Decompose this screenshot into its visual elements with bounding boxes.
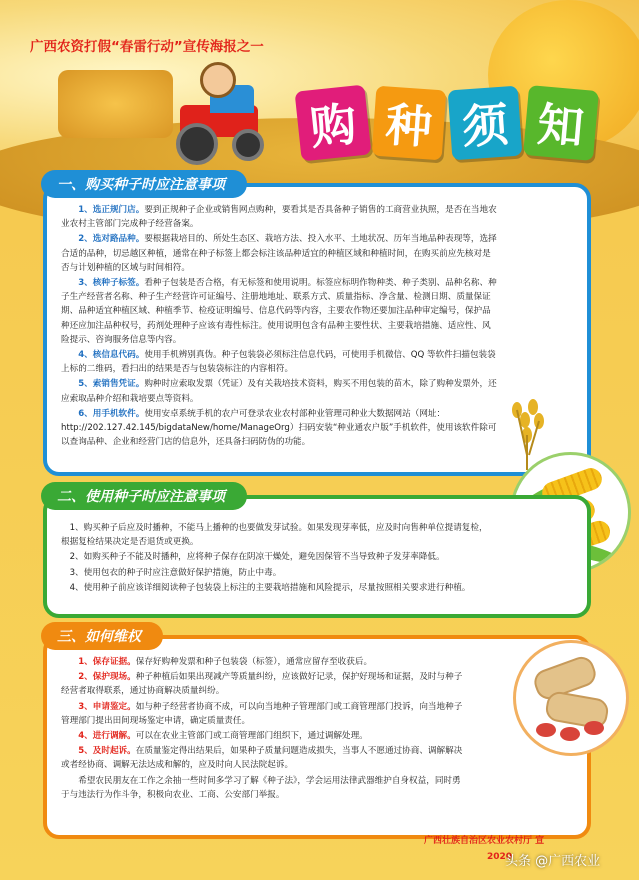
- section-body: [61, 521, 492, 596]
- list-item: 2、如购买种子不能及时播种，应将种子保存在阴凉干燥处，避免因保管不当导致种子发芽率降低。: [69, 552, 445, 563]
- section-body: [61, 203, 497, 450]
- hay-wagon-illustration: [58, 70, 173, 138]
- section-title: 二、使用种子时应注意事项: [41, 482, 247, 510]
- section-title: 一、购买种子时应注意事项: [41, 170, 247, 198]
- farmer-illustration: [200, 62, 236, 98]
- section-body: [61, 655, 467, 803]
- section-rights-protection: [43, 629, 591, 839]
- watermark: 头条 @广西农业: [505, 854, 601, 869]
- list-item: 5、索销售凭证。购种时应索取发票（凭证）及有关栽培技术资料，购买不用包装的苗木，除了购种发票外，还应索取品种介绍和栽培要点等资料。: [61, 379, 497, 404]
- list-item: 4、使用种子前应该详细阅读种子包装袋上标注的主要栽培措施和风险提示，尽量按照相关要求进行种植。: [69, 582, 471, 593]
- list-item: 2、选对路品种。要根据栽培目的、所处生态区、栽培方法、投入水平、土地状况、历年当地品种表现等，选择合适的品种，切忌越区种植，通常在种子标签上都会标注该品种适宜的种植区域和种植时间，在购买前应先核对是否与计划种植的区域与时间相符。: [61, 234, 497, 273]
- list-item: 1、保存证据。保存好购种发票和种子包装袋（标签），通常应留存至收获后。: [78, 657, 373, 667]
- peanut-illustration: [513, 640, 629, 756]
- issue-year: 2020: [487, 852, 513, 862]
- list-item: 3、核种子标签。看种子包装是否合格，有无标签和使用说明。标签应标明作物种类、种子类别、品种名称、种子生产经营者名称、种子生产经营许可证编号、注册地地址、联系方式、质量指标、净含量、检测日期、质量保证期、品种适宜种植区域、种植季节、检疫证明编号、信息代码等内容，主要农作物还要加注品种审定编号，保护品种还应加注品种权号，药剂处理种子应该有毒性标注。使用说明包含有品种主要性状、主要栽培措施、适应性、风险提示、咨询服务信息等内容。: [61, 278, 497, 345]
- list-item: 3、使用包衣的种子时应注意做好保护措施，防止中毒。: [69, 567, 282, 578]
- section-title: 三、如何维权: [41, 622, 163, 650]
- list-item: 2、保护现场。种子种植后如果出现减产等质量纠纷，应该做好记录，保护好现场和证据，及时与种子经营者取得联系，通过协商解决质量纠纷。: [61, 672, 463, 697]
- poster-series-line: 广西农资打假“春雷行动”宣传海报之一: [30, 39, 264, 55]
- list-item: 1、选正规门店。要到正规种子企业或销售网点购种，要看其是否具备种子销售的工商营业执照，是否在当地农业农村主管部门完成种子经营备案。: [61, 205, 497, 230]
- title-char: 种: [372, 86, 447, 161]
- poster-title: [298, 88, 596, 158]
- list-item: 3、申请鉴定。如与种子经营者协商不成，可以向当地种子管理部门或工商管理部门投诉，向当地种子管理部门提出田间现场鉴定申请，确定质量责任。: [61, 701, 463, 726]
- closing-paragraph: 希望农民朋友在工作之余抽一些时间多学习了解《种子法》，学会运用法律武器维护自身权益，同时勇于与违法行为作斗争，积极向农业、工商、公安部门举报。: [61, 775, 461, 800]
- issuer-line: 广西壮族自治区农业农村厅 宣: [424, 836, 545, 846]
- list-item: 1、购买种子后应及时播种，不能马上播种的也要做发芽试验。如果发现芽率低，应及时向售种单位提请复检，根据复检结果决定是否退货或更换。: [61, 523, 488, 548]
- list-item: 6、用手机软件。使用安卓系统手机的农户可登录农业农村部种业管理司种业大数据网站（网址：http://202.127.42.145/bigdataNew/home/ManageOrg）扫码安装“种业通农户版”手机软件，使用该软件除可以查询品种、企业和经营门店的信息外，还具备扫码防伪的功能。: [61, 408, 497, 448]
- title-char: 购: [295, 85, 372, 162]
- section-using-seeds: [43, 489, 591, 618]
- list-item: 4、进行调解。可以在农业主管部门或工商管理部门组织下，通过调解处理。: [78, 731, 368, 742]
- title-char: 须: [448, 86, 523, 161]
- list-item: 5、及时起诉。在质量鉴定得出结果后，如果种子质量问题造成损失，当事人不愿通过协商、调解解决或者经协商、调解无法达成和解的，应及时向人民法院起诉。: [61, 746, 463, 771]
- title-char: 知: [523, 85, 599, 161]
- list-item: 4、核信息代码。使用手机辨别真伪。种子包装袋必须标注信息代码，可使用手机微信、QQ 等软件扫描包装袋上标的二维码，看扫出的结果是否与包装袋标注的内容相符。: [61, 350, 496, 375]
